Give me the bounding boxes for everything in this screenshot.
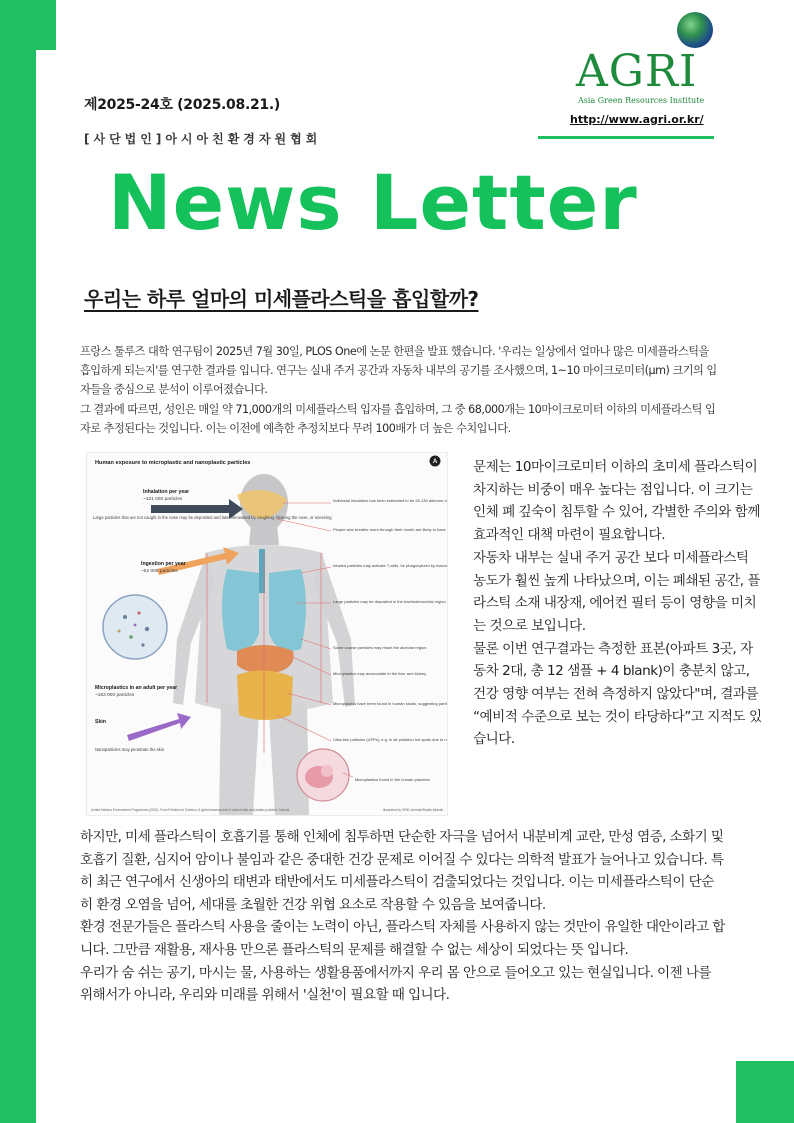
microplastic-exposure-infographic (86, 452, 448, 816)
newsletter-banner: News Letter (108, 158, 638, 247)
body-paragraphs (80, 826, 725, 1007)
note-1: Individual inhalation has been estimated to be 26-130 airborne m (333, 498, 447, 503)
intro-paragraph: 그 결과에 따르면, 성인은 매일 약 71,000개의 미세플라스틱 입자를 흡입하며, 그 중 68,000개는 10마이크로미터 이하의 미세플라스틱 입자로 추정된다는 것입니다. 이는 이전에 예측한 추정치보다 무려 100배가 더 높은 수치입니다. (80, 402, 716, 435)
note-4: Large particles may be deposited in the tracheobronchial region (333, 599, 446, 604)
logo-wordmark: AGRI (576, 46, 698, 97)
ingestion-label: Ingestion per year (141, 561, 186, 567)
adult-value: ~163 000 particles (95, 693, 135, 698)
side-column-text (473, 456, 763, 751)
note-6: Microplastics may accumulate in the liver and kidney (333, 671, 427, 676)
adult-label: Microplastics in an adult per year (95, 685, 178, 691)
body-paragraph: 하지만, 미세 플라스틱이 호흡기를 통해 인체에 침투하면 단순한 자극을 넘어서 내분비계 교란, 만성 염증, 소화기 및 호흡기 질환, 심지어 암이나 불임과 같은 중대한 건강 문제로 이어질 수 있다는 의학적 발표가 늘어나고 있습니다. 특히 최근 연구에서 신생아의 태변과 태반에서도 미세플라스틱이 검출되었다는 것입니다. 이는 미세플라스틱이 단순히 환경 오염을 넘어, 세대를 초월한 건강 위협 요소로 작용할 수 있음을 보여줍니다. (80, 829, 724, 913)
side-paragraph: 물론 이번 연구결과는 측정한 표본(아파트 3곳, 자동차 2대, 총 12 샘플 + 4 blank)이 충분치 않고, 건강 영향 여부는 전혀 측정하지 않았다"며, 결과를 “예비적 수준으로 보는 것이 타당하다”고 지적도 있습니다. (473, 640, 762, 748)
bottom-right-accent-block (736, 1061, 794, 1123)
body-paragraph: 우리가 숨 쉬는 공기, 마시는 물, 사용하는 생활용품에서까지 우리 몸 안으로 들어오고 있는 현실입니다. 이젠 나를 위해서가 아니라, 우리와 미래를 위해서 '실천'이 필요할 때 입니다. (80, 964, 711, 1004)
skin-label: Skin (95, 719, 106, 725)
note-8: Ultra-fine particles (UFPs), e.g. in air pollution hot spots due to ro (333, 737, 447, 742)
website-link[interactable]: http://www.agri.or.kr/ (570, 113, 704, 126)
left-note-line (93, 515, 332, 520)
organization-name: [사단법인]아시아친환경자원협회 (84, 132, 322, 146)
globe-icon (677, 12, 713, 48)
inhalation-value: ~121 000 particles (143, 497, 183, 502)
note-5: Some coarse particles may reach the alveolar region (333, 645, 427, 650)
figure-source: United Nations Environment Programme (2021). From Pollution to Solution: A global assessment of marine litter and plastic pollution. Nairobi. (91, 808, 291, 812)
left-accent-bar (0, 0, 36, 1123)
particle-magnifier (103, 595, 167, 659)
intro-paragraph: 프랑스 툴루즈 대학 연구팀이 2025년 7월 30일, PLOS One에 논문 한편을 발표 했습니다. '우리는 일상에서 얼마나 많은 미세플라스틱을 흡입하게 되는지'를 연구한 결과를 입니다. 연구는 실내 주거 공간과 자동차 내부의 공기를 조사했으며, 1~10 마이크로미터(μm) 크기의 입자들을 중심으로 분석이 이루어졌습니다. (80, 345, 717, 397)
body-paragraph: 환경 전문가들은 플라스틱 사용을 줄이는 노력이 아닌, 플라스틱 자체를 사용하지 않는 것만이 유일한 대안이라고 합니다. 그만큼 재활용, 재사용 만으론 플라스틱의 문제를 해결할 수 없는 세상이 되었다는 뜻 입니다. (80, 919, 725, 958)
note-7: Microplastics have been found in human stools, suggesting part (333, 701, 446, 706)
article-headline: 우리는 하루 얼마의 미세플라스틱을 흡입할까? (84, 287, 479, 311)
logo-subtitle: Asia Green Resources Institute (578, 96, 705, 105)
note-2: People who breathe more through their mouth are likely to have (333, 527, 446, 532)
header-divider (538, 136, 714, 139)
agri-logo (570, 12, 720, 122)
inhalation-label: Inhalation per year (143, 489, 190, 495)
side-paragraph: 문제는 10마이크로미터 이하의 초미세 플라스틱이 차지하는 비중이 매우 높다는 점입니다. 이 크기는 인체 폐 깊숙이 침투할 수 있어, 각별한 주의와 함께 효과적인 대책 마련이 필요합니다. (473, 459, 761, 544)
intro-paragraphs (80, 342, 720, 438)
panel-badge-letter: A (432, 459, 438, 465)
issue-number: 제2025-24호 (2025.08.21.) (84, 97, 280, 113)
note-3: Inhaled particles may activate T-cells, be phagocytized by macro (333, 563, 447, 568)
note-9: Microplastics found in the human placenta (355, 777, 430, 782)
ingestion-value: ~52 000 particles (141, 569, 178, 574)
infographic-illustration (87, 453, 447, 815)
figure-credit: Illustrated by GRID-Arendal/Studio Atlantis (382, 808, 443, 812)
top-left-accent-block (0, 0, 56, 50)
skin-note: Nanoparticles may penetrate the skin (95, 747, 165, 752)
figure-title: Human exposure to microplastic and nanoplastic particles (95, 460, 251, 466)
left-note: Large particles that are not caught in the nose may be deposited and later eliminated by coughing, blowing the nose, or sneezing (93, 515, 332, 520)
placenta-inset (297, 749, 349, 801)
side-paragraph: 자동차 내부는 실내 주거 공간 보다 미세플라스틱 농도가 훨씬 높게 나타났으며, 이는 폐쇄된 공간, 플라스틱 소재 내장재, 에어컨 필터 등이 영향을 미치는 것으로 보입니다. (473, 549, 761, 634)
